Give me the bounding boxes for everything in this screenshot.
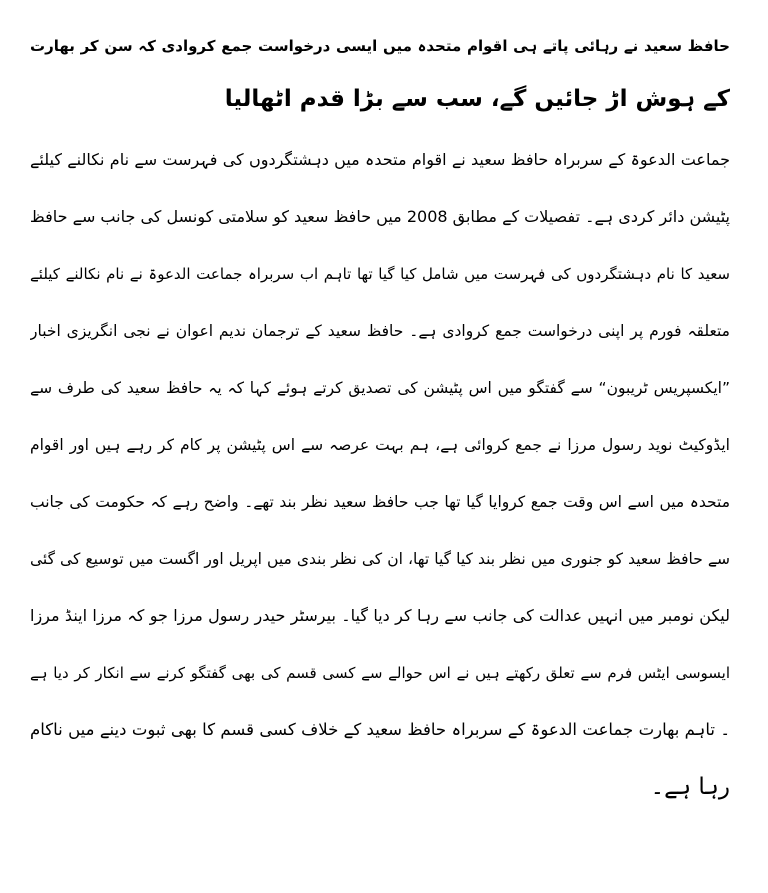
body-line: ایڈوکیٹ نوید رسول مرزا نے جمع کروائی ہے، ہم بہت عرصہ سے اس پٹیشن پر کام کر رہے ہیں اور اقوام bbox=[30, 436, 730, 454]
body-line: متعلقہ فورم پر اپنی درخواست جمع کروادی ہے۔ حافظ سعید کے ترجمان ندیم اعوان نے نجی انگریزی اخبار bbox=[30, 322, 730, 340]
body-line: پٹیشن دائر کردی ہے۔ تفصیلات کے مطابق 2008 میں حافظ سعید کو سلامتی کونسل کی جانب سے حافظ bbox=[30, 207, 730, 226]
body-line: سے حافظ سعید کو جنوری میں نظر بند کیا گیا تھا، ان کی نظر بندی میں اپریل اور اگست میں توسیع کی گئی bbox=[30, 550, 730, 568]
body-line: رہا ہے۔ bbox=[650, 774, 730, 800]
body-line: لیکن نومبر میں انہیں عدالت کی جانب سے رہا کر دیا گیا۔ بیرسٹر حیدر رسول مرزا جو کہ مرزا اینڈ مرزا bbox=[30, 606, 730, 625]
article-body bbox=[30, 142, 730, 826]
headline-line: کے ہوش اڑ جائیں گے، سب سے بڑا قدم اٹھالیا bbox=[224, 86, 730, 112]
body-line: جماعت الدعوۃ کے سربراہ حافظ سعید نے اقوام متحدہ میں دہشتگردوں کی فہرست سے نام نکالنے کیلئے bbox=[30, 150, 730, 169]
body-line: متحدہ میں اسے اس وقت جمع کروایا گیا تھا جب حافظ سعید نظر بند تھے۔ واضح رہے کہ حکومت کی جانب bbox=[30, 493, 730, 511]
body-line: ایسوسی ایٹس فرم سے تعلق رکھتے ہیں نے اس حوالے سے کسی قسم کی بھی گفتگو کرنے سے انکار کر دیا ہے bbox=[30, 664, 730, 682]
article-headline bbox=[30, 28, 730, 134]
headline-line: حافظ سعید نے رہائی پاتے ہی اقوام متحدہ میں ایسی درخواست جمع کروادی کہ سن کر بھارت bbox=[30, 37, 730, 55]
body-line: سعید کا نام دہشتگردوں کی فہرست میں شامل کیا گیا تھا تاہم اب سربراہ جماعت الدعوۃ نے نام نکالنے کیلئے bbox=[30, 265, 730, 283]
body-line: ”ایکسپریس ٹریبون“ سے گفتگو میں اس پٹیشن کی تصدیق کرتے ہوئے کہا کہ یہ حافظ سعید کی طرف سے bbox=[30, 379, 730, 397]
body-line: ۔ تاہم بھارت جماعت الدعوۃ کے سربراہ حافظ سعید کے خلاف کسی قسم کا بھی ثبوت دینے میں ناکام bbox=[30, 720, 730, 739]
